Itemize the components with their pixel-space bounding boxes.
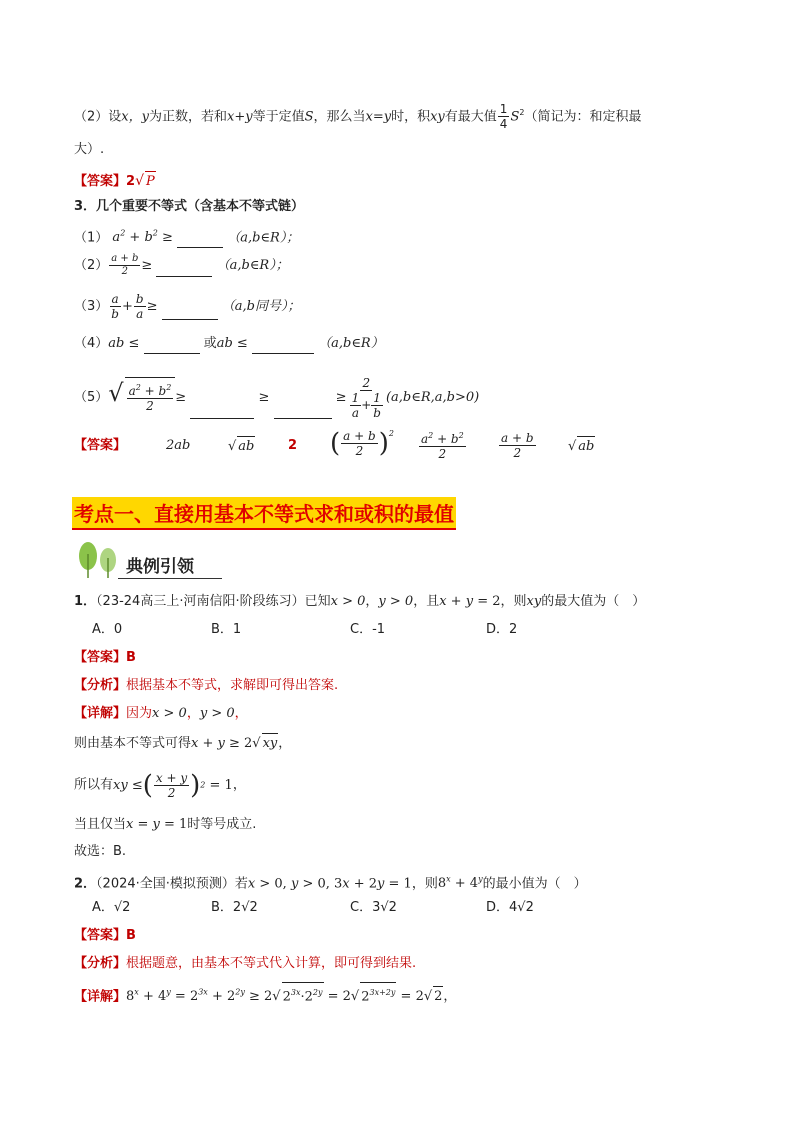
answer-sqrt-ab-2: √ ab	[568, 436, 595, 457]
denominator: 2	[146, 398, 154, 413]
inequality-1	[74, 224, 299, 248]
fraction	[127, 384, 174, 412]
section-banner: 考点一、直接用基本不等式求和或积的最值	[72, 497, 456, 530]
text: 当且仅当	[74, 817, 127, 832]
section-tag	[72, 540, 232, 580]
fraction-1-over-a	[350, 392, 362, 419]
condition: （a,b同号）；	[221, 299, 301, 314]
blank	[162, 307, 218, 320]
sqrt-sign: √	[108, 379, 124, 407]
text: ，	[278, 736, 292, 751]
paragraph-2-line1: （2）设x，y为正数，若和x+y等于定值S，那么当x=y时，积xy有最大值 $\frac{1}{4}$ $S^2$（简记为：和定积最	[74, 102, 642, 132]
fraction-a-plus-b-over-2	[109, 254, 140, 277]
denominator: 2	[167, 785, 176, 800]
inequality-2	[74, 254, 289, 277]
math-sum: x+y	[226, 109, 253, 125]
question-2-detail	[74, 982, 456, 1007]
answer-value: B	[126, 928, 136, 943]
option-d[interactable]: D．2	[486, 622, 518, 637]
question-source: （2024·全国·模拟预测）	[96, 876, 235, 892]
denominator: 2	[513, 446, 522, 460]
denominator: a	[351, 405, 359, 420]
denominator: 2	[355, 444, 364, 458]
text: ，	[232, 777, 246, 793]
question-1-analysis	[74, 676, 338, 696]
fraction	[419, 432, 466, 460]
fraction-quarter	[498, 103, 510, 130]
detail-math: $8^x + 4^y = 2^{3x} + 2^{2y} \ge 2√$ $2^{3x}\cdot 2^{2y} = 2√$ $2^{3x+2y} = 2√$ 2，	[126, 989, 456, 1004]
numerator: a	[111, 292, 119, 306]
answer-sqrt-ab: √ ab	[228, 436, 255, 457]
denominator: b	[373, 405, 381, 420]
denominator: b	[111, 307, 119, 321]
numerator: x + y	[155, 770, 188, 785]
detail-label: 【详解】	[74, 706, 127, 721]
question-1-conclusion: 故选：B.	[74, 844, 127, 859]
text: 有最大值	[444, 109, 497, 125]
answer-label: 【答案】	[74, 438, 127, 453]
option-c[interactable]: C．-1	[350, 622, 386, 637]
numerator: b	[135, 292, 144, 306]
fraction-a-over-b	[109, 293, 121, 320]
blank	[177, 235, 223, 248]
text: ，	[186, 706, 200, 721]
text: 所以有	[74, 777, 114, 793]
plus: +	[121, 299, 133, 314]
question-1-answer	[74, 648, 136, 668]
fraction-b-over-a	[134, 293, 146, 320]
answer-label: 【答案】	[74, 928, 127, 943]
blank	[144, 341, 200, 354]
text: ，那么当	[313, 109, 366, 125]
analysis-text: 根据题意，由基本不等式代入计算，即可得到结果.	[126, 956, 417, 971]
sqrt-sign: √	[135, 173, 144, 189]
option-b[interactable]: B．2√2	[211, 900, 258, 915]
math-prod: xy	[430, 109, 445, 125]
answer-2: 2	[288, 438, 298, 453]
question-2-analysis	[74, 954, 416, 974]
question-number: 2．	[74, 876, 97, 892]
numerator: $a^2 + b^2$	[128, 382, 172, 398]
blank	[190, 406, 254, 419]
geq: ≥	[175, 390, 187, 405]
numerator: a + b	[501, 431, 534, 445]
numerator: a + b	[111, 253, 139, 264]
section-tag-underline	[118, 578, 222, 579]
text: 为正数，若和	[148, 109, 227, 125]
question-number: 1．	[74, 594, 97, 609]
text: ，且	[413, 594, 440, 609]
ineq-1-expr: $a^2 + b^2$ ≥	[112, 229, 173, 246]
inequality-5	[74, 373, 479, 419]
math: y > 0	[378, 594, 414, 609]
numerator: 1	[373, 390, 381, 405]
question-1-step-3	[74, 815, 256, 835]
option-a[interactable]: A．√2	[92, 900, 131, 915]
question-1-detail	[74, 704, 248, 724]
question-1-stem	[74, 592, 645, 612]
math: x > 0, y > 0, 3x + 2y = 1	[247, 876, 412, 892]
detail-label: 【详解】	[74, 989, 127, 1005]
item-number: （3）	[74, 299, 109, 314]
denominator: 2	[438, 447, 447, 461]
denominator: $\frac{1}{a}$ + $\frac{1}{b}$	[351, 390, 381, 420]
math: x > 0	[330, 594, 366, 609]
text: ，	[365, 594, 379, 609]
answer-2	[74, 430, 634, 470]
ab-leq: ab ≤	[108, 336, 140, 351]
or-text: 或	[203, 336, 217, 351]
answer-sqrt: P	[145, 171, 156, 192]
text: （简记为：和定积最	[524, 109, 642, 125]
option-d[interactable]: D．4√2	[486, 900, 534, 915]
math: x > 0	[152, 706, 187, 721]
option-b[interactable]: B．1	[211, 622, 242, 637]
blank	[274, 406, 332, 419]
question-2-stem	[74, 870, 587, 894]
answer-arith-mean	[498, 432, 537, 459]
math: xy ≤( $\frac{x + y}{2}$ )$^2$ = 1	[113, 770, 233, 800]
condition: （a,b∈R）；	[227, 230, 300, 246]
numerator: 1	[351, 390, 360, 405]
denominator: 4	[499, 117, 508, 132]
sqrt-body	[125, 377, 176, 418]
numerator: 1	[499, 102, 508, 117]
text: 时，积	[391, 109, 431, 125]
numerator: a + b	[343, 429, 376, 443]
option-a[interactable]: A．0	[92, 622, 123, 637]
math-xy: x，y	[121, 109, 149, 125]
math: x = y = 1	[126, 817, 188, 832]
analysis-label: 【分析】	[74, 678, 127, 693]
analysis-text: 根据基本不等式，求解即可得出答案.	[126, 678, 339, 693]
text: 则由基本不等式可得	[74, 736, 192, 751]
geq: ≥	[335, 390, 347, 405]
answer-value: 2	[126, 174, 136, 189]
geq: ≥	[141, 258, 153, 273]
math: xy	[526, 594, 542, 609]
fraction	[154, 772, 189, 799]
numerator: $a^2 + b^2$	[421, 431, 464, 446]
text: （2）设	[74, 109, 122, 125]
answer-squares-mean	[418, 432, 467, 460]
numerator: 2	[362, 375, 371, 390]
option-c[interactable]: C．3√2	[350, 900, 397, 915]
answer-mean-squared: ( $\frac{a + b}{2}$ )$^2$	[330, 428, 394, 459]
inequality-4	[74, 334, 384, 354]
math-S: S	[304, 109, 314, 125]
math-cond: x=y	[365, 109, 392, 125]
question-1-step-1	[74, 733, 291, 754]
fraction-1-over-b	[371, 392, 383, 419]
item-number: （4）	[74, 336, 109, 351]
answer-label: 【答案】	[74, 174, 127, 189]
ab-leq: ab ≤	[216, 336, 248, 351]
text: ，则	[500, 594, 527, 609]
math: x + y ≥ 2√ xy	[191, 736, 278, 751]
fraction	[341, 430, 378, 457]
fraction	[499, 432, 536, 459]
denominator: a	[136, 307, 144, 321]
question-2-answer	[74, 926, 136, 946]
answer-2ab: 2ab	[166, 438, 191, 453]
item-number: （1）	[74, 230, 109, 246]
section-tag-label: 典例引领	[126, 557, 194, 577]
condition: （a,b∈R）	[318, 336, 384, 351]
condition: (a,b∈R,a,b>0)	[385, 390, 480, 405]
math: y > 0	[199, 706, 235, 721]
math: $8^x + 4^y$	[437, 875, 483, 892]
text: ，	[234, 706, 248, 721]
text: 因为	[126, 706, 153, 721]
blank	[252, 341, 314, 354]
blank	[156, 264, 212, 277]
text: 的最大值为（ ）	[541, 594, 646, 609]
answer-1	[74, 171, 156, 192]
question-source: （23-24高三上·河南信阳·阶段练习）	[96, 594, 305, 609]
section-3-title: 3．几个重要不等式（含基本不等式链）	[74, 199, 305, 214]
item-number: （2）	[74, 258, 109, 273]
condition: （a,b∈R）；	[216, 258, 289, 273]
geq: ≥	[146, 299, 158, 314]
fraction-harmonic	[348, 377, 385, 419]
answer-label: 【答案】	[74, 650, 127, 665]
text: 等于定值	[252, 109, 305, 125]
answer-value: B	[126, 650, 136, 665]
text: 时等号成立.	[187, 817, 257, 832]
text: ，则	[411, 876, 438, 892]
text: 的最小值为（ ）	[482, 876, 587, 892]
math: x + y = 2	[439, 594, 501, 609]
item-number: （5）	[74, 390, 109, 405]
text: 若	[234, 876, 248, 892]
analysis-label: 【分析】	[74, 956, 127, 971]
question-1-step-2	[74, 768, 246, 803]
tree-leaf-icon	[72, 540, 128, 580]
denominator: 2	[121, 266, 129, 277]
inequality-3	[74, 293, 300, 320]
paragraph-2-line2: 大）.	[74, 142, 105, 157]
math-S2: S	[510, 109, 520, 125]
geq: ≥	[258, 390, 270, 405]
text: 已知	[304, 594, 331, 609]
